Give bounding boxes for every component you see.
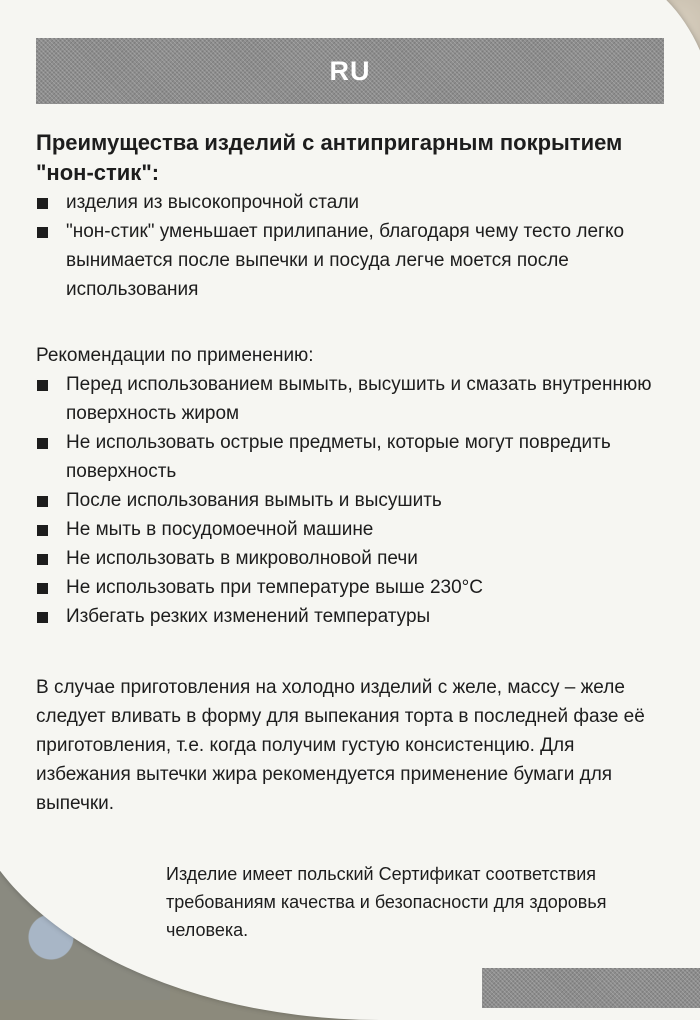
recommendations-list — [36, 370, 656, 631]
square-bullet-icon — [37, 525, 48, 536]
list-item-text: Перед использованием вымыть, высушить и смазать внутреннюю поверхность жиром — [66, 374, 652, 424]
list-item-text: изделия из высокопрочной стали — [66, 192, 360, 213]
square-bullet-icon — [37, 554, 48, 565]
list-item-text: После использования вымыть и высушить — [66, 490, 442, 511]
square-bullet-icon — [37, 227, 48, 238]
list-item — [36, 602, 656, 631]
list-item-text: Не использовать в микроволновой печи — [66, 548, 418, 569]
list-item — [36, 486, 656, 515]
footer-band — [482, 968, 700, 1008]
certificate-note: Изделие имеет польский Сертификат соответствия требованиям качества и безопасности для здоровья человека. — [166, 864, 607, 940]
list-item-text: Избегать резких изменений температуры — [66, 606, 431, 627]
list-item — [36, 573, 656, 602]
language-header-band — [36, 38, 664, 104]
square-bullet-icon — [37, 438, 48, 449]
list-item-text: Не мыть в посудомоечной машине — [66, 519, 374, 540]
recommendations-heading: Рекомендации по применению: — [36, 345, 314, 366]
list-item — [36, 370, 656, 428]
list-item — [36, 217, 656, 304]
language-code: RU — [329, 55, 371, 86]
list-item-text: Не использовать острые предметы, которые могут повредить поверхность — [66, 432, 611, 482]
list-item-text: Не использовать при температуре выше 230°C — [66, 577, 483, 598]
square-bullet-icon — [37, 612, 48, 623]
jelly-preparation-note: В случае приготовления на холодно изделий с желе, массу – желе следует вливать в форму для выпекания торта в последней фазе её приготовления, т.е. когда получим густую консистенцию. Для избежания вытечки жира рекомендуется применение бумаги для выпечки. — [36, 677, 645, 814]
list-item-text: "нон-стик" уменьшает прилипание, благодаря чему тесто легко вынимается после выпечки и посуда легче моется после использования — [66, 221, 625, 300]
list-item — [36, 188, 656, 217]
list-item — [36, 515, 656, 544]
advantages-list — [36, 188, 656, 304]
list-item — [36, 544, 656, 573]
card-content — [36, 128, 656, 944]
list-item — [36, 428, 656, 486]
advantages-title: Преимущества изделий с антипригарным покрытием "нон-стик": — [36, 130, 623, 185]
square-bullet-icon — [37, 198, 48, 209]
square-bullet-icon — [37, 380, 48, 391]
square-bullet-icon — [37, 496, 48, 507]
square-bullet-icon — [37, 583, 48, 594]
